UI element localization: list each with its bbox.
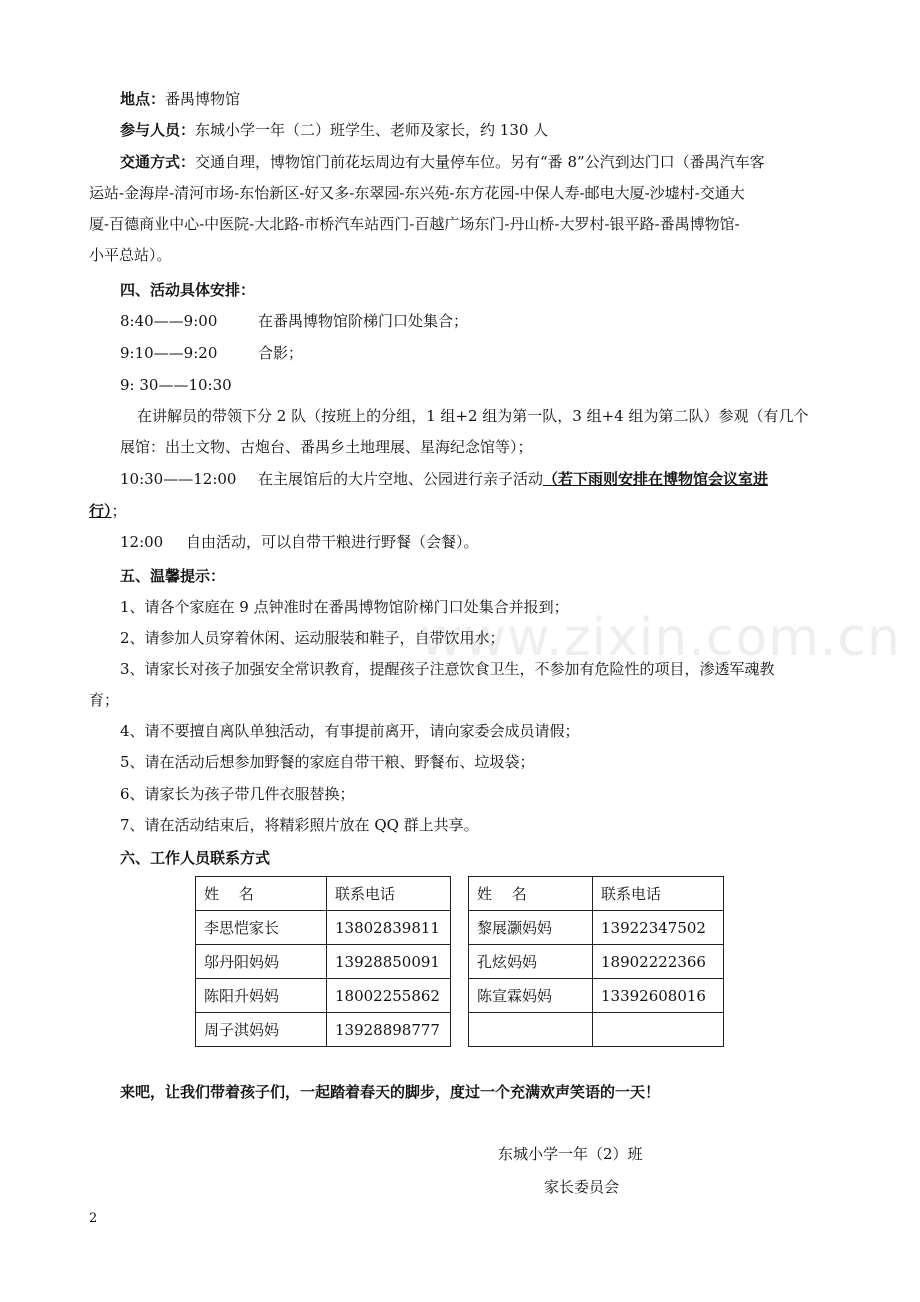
section6-heading: 六、工作人员联系方式 — [120, 849, 271, 867]
table-row — [196, 979, 724, 1013]
signature-committee: 家长委员会 — [544, 1178, 620, 1196]
participants-label: 参与人员： — [120, 121, 196, 139]
contact-name: 陈宣霖妈妈 — [469, 979, 593, 1013]
signature-class: 东城小学一年（2）班 — [498, 1145, 643, 1163]
participants-line — [120, 120, 548, 140]
schedule-item-3 — [120, 375, 232, 395]
tip-6: 6、请家长为孩子带几件衣服替换； — [120, 785, 355, 803]
schedule-item-4-cont — [89, 501, 127, 521]
schedule-desc-2: 合影； — [258, 344, 304, 362]
location-line — [120, 89, 240, 109]
location-label: 地点： — [120, 90, 166, 108]
location-value: 番禺博物馆 — [165, 90, 241, 108]
contact-phone: 13802839811 — [327, 911, 451, 945]
table-row — [196, 945, 724, 979]
schedule-item-1 — [120, 311, 468, 331]
table-gap — [451, 979, 469, 1013]
contact-phone: 13392608016 — [593, 979, 724, 1013]
contact-phone: 13928850091 — [327, 945, 451, 979]
header-phone-1: 联系电话 — [327, 877, 451, 911]
transport-line-1 — [120, 152, 765, 172]
schedule-item-4 — [120, 469, 768, 489]
contact-name — [469, 1013, 593, 1047]
tip-4: 4、请不要擅自离队单独活动，有事提前离开，请向家委会成员请假； — [120, 722, 580, 740]
header-name-2: 姓 名 — [469, 877, 593, 911]
page-number: 2 — [89, 1211, 98, 1226]
table-header-row — [196, 877, 724, 911]
contact-phone: 18902222366 — [593, 945, 724, 979]
closing-line: 来吧，让我们带着孩子们，一起踏着春天的脚步，度过一个充满欢声笑语的一天！ — [120, 1083, 661, 1101]
schedule-item-2 — [120, 343, 303, 363]
tip-1: 1、请各个家庭在 9 点钟准时在番禺博物馆阶梯门口处集合并报到； — [120, 598, 569, 616]
schedule-desc-5: 自由活动，可以自带干粮进行野餐（会餐）。 — [186, 533, 479, 551]
contacts-table — [195, 876, 724, 1047]
table-gap — [451, 1013, 469, 1047]
schedule-time-3: 9: 30——10:30 — [120, 376, 232, 394]
schedule-para-line-2: 展馆：出土文物、古炮台、番禺乡土地理展、星海纪念馆等）； — [120, 438, 533, 456]
rain-note-tail: ； — [111, 502, 127, 520]
table-row — [196, 911, 724, 945]
section5-heading: 五、温馨提示： — [120, 567, 226, 585]
tip-5: 5、请在活动后想参加野餐的家庭自带干粮、野餐布、垃圾袋； — [120, 753, 535, 771]
contact-phone: 13928898777 — [327, 1013, 451, 1047]
schedule-time-4: 10:30——12:00 — [120, 470, 237, 488]
transport-text-1: 交通自理，博物馆门前花坛周边有大量停车位。另有“番 8”公汽到达门口（番禺汽车客 — [195, 153, 765, 171]
contact-phone: 13922347502 — [593, 911, 724, 945]
schedule-time-2: 9:10——9:20 — [120, 344, 218, 362]
schedule-time-1: 8:40——9:00 — [120, 312, 218, 330]
contact-name: 邬丹阳妈妈 — [196, 945, 327, 979]
contact-phone: 18002255862 — [327, 979, 451, 1013]
table-row — [196, 1013, 724, 1047]
contact-name: 孔炫妈妈 — [469, 945, 593, 979]
transport-line-2: 运站-金海岸-清河市场-东怡新区-好又多-东翠园-东兴苑-东方花园-中保人寿-邮电大厦-沙墟村-交通大 — [89, 184, 745, 202]
contact-phone — [593, 1013, 724, 1047]
transport-line-4: 小平总站）。 — [89, 246, 172, 264]
tip-2: 2、请参加人员穿着休闲、运动服装和鞋子，自带饮用水； — [120, 629, 505, 647]
transport-label: 交通方式： — [120, 153, 196, 171]
watermark: www.zixin.com.cn — [420, 608, 901, 668]
schedule-time-5: 12:00 — [120, 533, 164, 551]
tip-3: 3、请家长对孩子加强安全常识教育，提醒孩子注意饮食卫生，不参加有危险性的项目，渗透军魂教 — [120, 660, 775, 678]
header-name-1: 姓 名 — [196, 877, 327, 911]
rain-note-1: （若下雨则安排在博物馆会议室进 — [543, 470, 769, 488]
header-phone-2: 联系电话 — [593, 877, 724, 911]
contact-name: 陈阳升妈妈 — [196, 979, 327, 1013]
tip-7: 7、请在活动结束后，将精彩照片放在 QQ 群上共享。 — [120, 816, 479, 834]
table-gap — [451, 911, 469, 945]
schedule-desc-4: 在主展馆后的大片空地、公园进行亲子活动 — [258, 470, 544, 488]
table-gap — [451, 877, 469, 911]
tip-3-cont: 育； — [89, 691, 120, 709]
contact-name: 李思恺家长 — [196, 911, 327, 945]
table-gap — [451, 945, 469, 979]
schedule-item-5 — [120, 532, 479, 552]
schedule-para-line-1: 在讲解员的带领下分 2 队（按班上的分组，1 组+2 组为第一队，3 组+4 组为第二队）参观（有几个 — [137, 407, 809, 425]
section4-heading: 四、活动具体安排： — [120, 281, 256, 299]
contact-name: 周子淇妈妈 — [196, 1013, 327, 1047]
transport-line-3: 厦-百德商业中心-中医院-大北路-市桥汽车站西门-百越广场东门-丹山桥-大罗村-银平路-番禺博物馆- — [89, 215, 740, 233]
participants-value: 东城小学一年（二）班学生、老师及家长，约 130 人 — [195, 121, 549, 139]
schedule-desc-1: 在番禺博物馆阶梯门口处集合； — [258, 312, 469, 330]
contact-name: 黎展灏妈妈 — [469, 911, 593, 945]
rain-note-2: 行） — [89, 502, 112, 520]
